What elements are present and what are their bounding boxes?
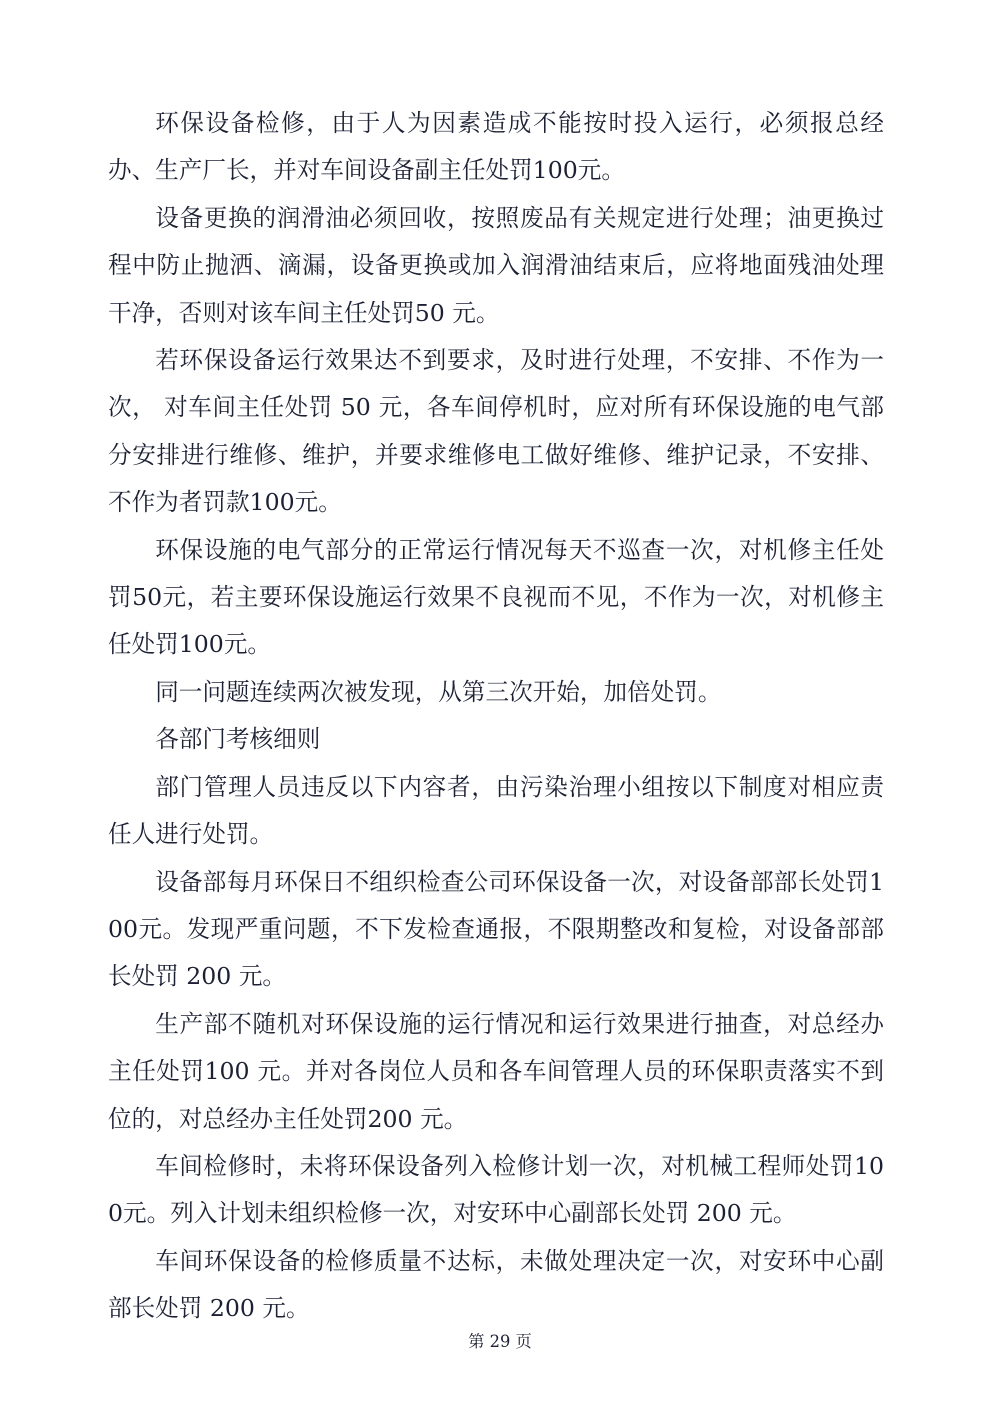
paragraph: 同一问题连续两次被发现，从第三次开始，加倍处罚。 [155,677,722,706]
section-heading: 各部门考核细则 [155,725,321,754]
document-body [108,100,884,1333]
paragraph: 车间环保设备的检修质量不达标，未做处理决定一次，对安环中心副部长处罚 200 元。 [108,1246,884,1323]
paragraph: 设备部每月环保日不组织检查公司环保设备一次，对设备部部长处罚100元。发现严重问题，不下发检查通报，不限期整改和复检，对设备部部长处罚 200 元。 [108,867,884,991]
paragraph: 车间检修时，未将环保设备列入检修计划一次，对机械工程师处罚100元。列入计划未组织检修一次，对安环中心副部长处罚 200 元。 [108,1151,884,1228]
paragraph: 部门管理人员违反以下内容者，由污染治理小组按以下制度对相应责任人进行处罚。 [108,772,884,849]
paragraph: 环保设施的电气部分的正常运行情况每天不巡查一次，对机修主任处罚50元，若主要环保设施运行效果不良视而不见，不作为一次，对机修主任处罚100元。 [108,535,884,659]
paragraph: 设备更换的润滑油必须回收，按照废品有关规定进行处理；油更换过程中防止抛洒、滴漏，设备更换或加入润滑油结束后，应将地面残油处理干净，否则对该车间主任处罚50 元。 [108,203,884,327]
page-number: 第 29 页 [468,1332,532,1351]
paragraph: 环保设备检修，由于人为因素造成不能按时投入运行，必须报总经办、生产厂长，并对车间设备副主任处罚100元。 [108,109,884,185]
paragraph: 生产部不随机对环保设施的运行情况和运行效果进行抽查，对总经办主任处罚100 元。并对各岗位人员和各车间管理人员的环保职责落实不到位的，对总经办主任处罚200 元。 [108,1009,884,1133]
paragraph: 若环保设备运行效果达不到要求，及时进行处理，不安排、不作为一次， 对车间主任处罚 50 元，各车间停机时，应对所有环保设施的电气部分安排进行维修、维护，并要求维修电工做好维修、维护记录，不安排、不作为者罚款100元。 [108,346,884,517]
